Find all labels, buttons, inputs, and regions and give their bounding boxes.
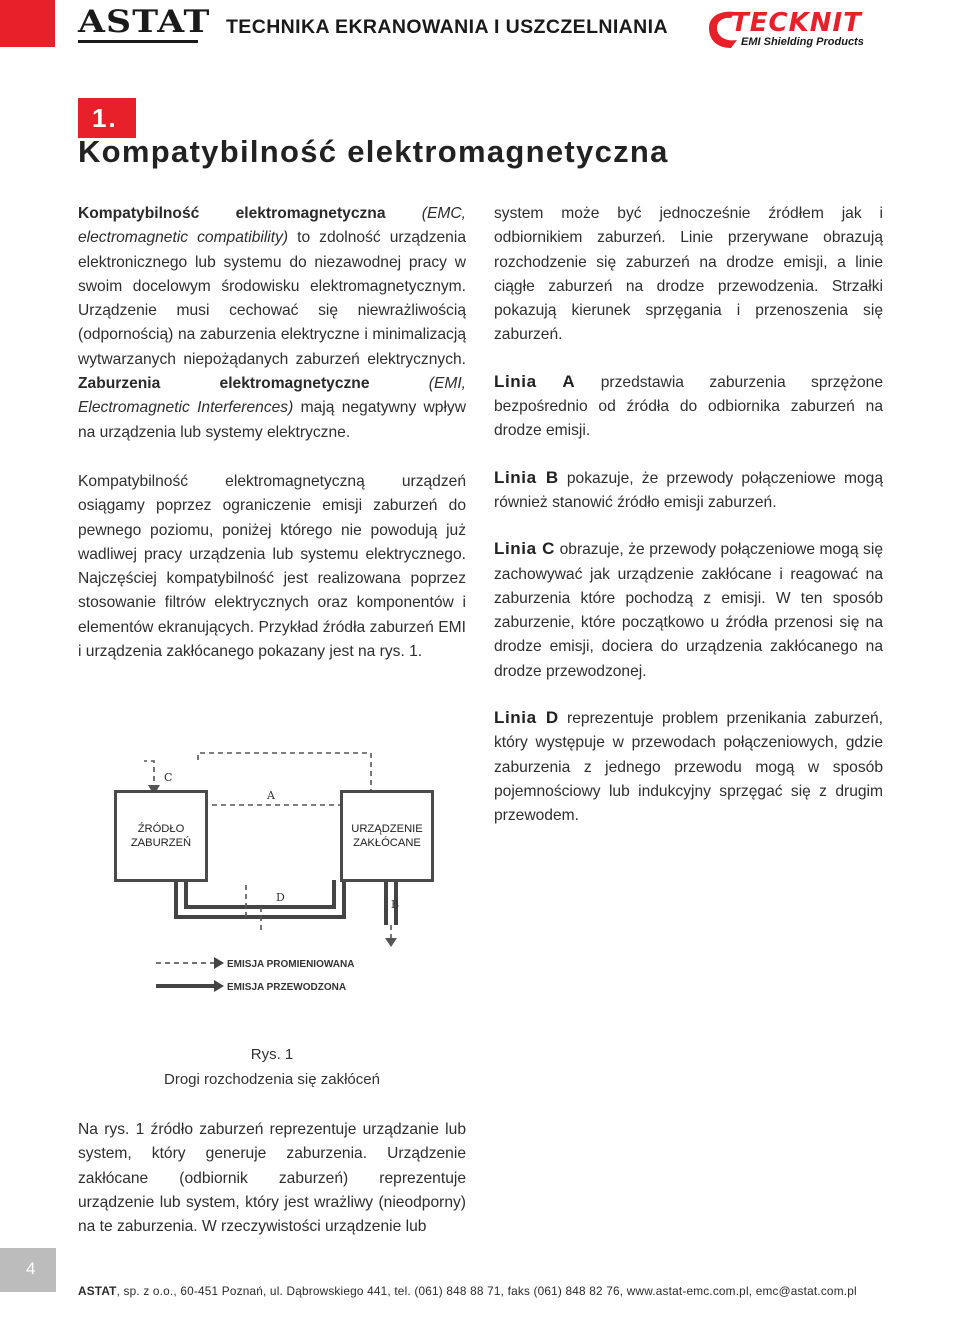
paragraph-emc-definition (78, 202, 466, 445)
tecknit-wordmark: TECKNIT (731, 8, 862, 38)
chapter-title: Kompatybilność elektromagnetyczna (78, 134, 669, 169)
label-c: C (164, 771, 173, 784)
footer-company: ASTAT (78, 1284, 117, 1298)
astat-logo: ASTAT (78, 4, 211, 40)
legend-conducted-label: EMISJA PRZEWODZONA (227, 982, 347, 993)
paragraph-line-b (494, 466, 883, 516)
header-title: TECHNIKA EKRANOWANIA I USZCZELNIANIA (226, 16, 668, 38)
chapter-number: 1. (92, 103, 118, 133)
arrow-b (385, 938, 397, 947)
figure-interference-paths (86, 735, 466, 1031)
paragraph-line-a (494, 370, 883, 444)
label-a: A (267, 789, 275, 802)
line-c-text: obrazuje, że przewody połączeniowe mogą się zachowywać jak urządzenie zakłócane i reagować na zaburzenia które pochodzą z emisji. W ten sposób zaburzenie, które początkowo u źródła przenosi się na drodze emisji, dociera do urządzenia zakłócanego na drodze przewodzonej. (494, 541, 883, 680)
header-corner-block (0, 0, 55, 47)
term-emc: Kompatybilność elektromagnetyczna (78, 205, 386, 222)
label-b: B (391, 898, 400, 911)
line-d-text: reprezentuje problem przenikania zaburzeń, który występuje w przewodach połączeniowych, gdzie zaburzenia z jednego przewodu mogą w sposób pojemnościowy lub indukcyjny sprzęgać się z drugim przewodem. (494, 710, 883, 825)
source-box (114, 790, 208, 882)
receiver-box-label: URZĄDZENIE ZAKŁÓCANE (351, 823, 423, 849)
line-c (144, 753, 371, 790)
column-left-bottom (78, 1118, 466, 1239)
paragraph-source-receiver: Na rys. 1 źródło zaburzeń reprezentuje urządzanie lub system, który generuje zaburzenia. Urządzenie zakłócane (odbiornik zaburzeń) reprezentuje urządzenie lub system, który jest wrażliwy (nieodporny) na te zaburzenia. W rzeczywistości urządzenie lub (78, 1121, 466, 1236)
line-a (204, 795, 354, 805)
paragraph-line-c (494, 537, 883, 684)
page-number: 4 (26, 1259, 36, 1278)
term-emi-english: (EMI, Electromagnetic Interferences) (78, 375, 466, 417)
emc-definition-text: to zdolność urządzenia elektronicznego lub systemu do niezawodnej pracy w swoim docelowym środowisku elektromagnetycznym. Urządzenie musi cechować się niewrażliwością (odpornością) na zaburzenia elektryczne i minimalizacją wytwarzanych niepożądanych zaburzeń elektrycznych. (78, 229, 466, 368)
legend-conducted (156, 980, 346, 993)
tecknit-logo (705, 6, 885, 50)
line-c-label: Linia C (494, 539, 556, 559)
column-left (78, 202, 466, 664)
source-box-label: ŹRÓDŁO ZABURZEŃ (130, 823, 192, 849)
term-emc-english: (EMC, electromagnetic compatibility) (78, 205, 466, 247)
line-b-text: pokazuje, że przewody połączeniowe mogą również stanowić źródło emisji zaburzeń. (494, 469, 883, 511)
footer-contact: , sp. z o.o., 60-451 Poznań, ul. Dąbrowskiego 441, tel. (061) 848 88 71, faks (061) 848 82 76, www.astat-emc.com.pl, emc@astat.com.pl (116, 1284, 857, 1298)
line-a-text: przedstawia zaburzenia sprzężone bezpośrednio od źródła do odbiornika zaburzeń na drodze emisji. (494, 373, 884, 440)
caption-number: Rys. 1 (250, 1046, 294, 1063)
footer-address (78, 1284, 857, 1298)
line-d-label: Linia D (494, 708, 559, 728)
connecting-wires (176, 880, 396, 925)
paragraph-line-d (494, 706, 883, 828)
tecknit-tagline: EMI Shielding Products (741, 36, 864, 48)
legend-radiated (156, 957, 354, 970)
line-a-label: Linia A (494, 371, 576, 391)
figure-caption (78, 1042, 466, 1092)
legend-radiated-label: EMISJA PROMIENIOWANA (227, 959, 355, 970)
line-b (246, 885, 391, 943)
label-d: D (276, 891, 285, 904)
emi-definition-text: mają negatywny wpływ na urządzenia lub systemy elektryczne. (78, 399, 466, 441)
receiver-box (340, 790, 434, 882)
astat-logo-underline (78, 40, 198, 43)
caption-text: Drogi rozchodzenia się zakłóceń (164, 1071, 380, 1088)
paragraph-lines-intro: system może być jednocześnie źródłem jak i odbiornikiem zaburzeń. Linie przerywane obrazują rozchodzenie się zaburzeń na drodze emisji, a linie ciągłe zaburzeń na drodze przewodzenia. Strzałki pokazują kierunek sprzęgania i przenoszenia się zaburzeń. (494, 205, 883, 344)
interference-diagram (86, 735, 466, 1031)
term-emi: Zaburzenia elektromagnetyczne (78, 375, 370, 393)
paragraph-emc-achieve: Kompatybilność elektromagnetyczną urządzeń osiągamy poprzez ograniczenie emisji zaburzeń do pewnego poziomu, poniżej którego nie powodują już wadliwej pracy urządzenia lub systemu elektrycznego. Najczęściej kompatybilność jest realizowana poprzez stosowanie filtrów elektrycznych oraz komponentów i elementów ekranujących. Przykład źródła zaburzeń EMI i urządzenia zakłócanego pokazany jest na rys. 1. (78, 472, 466, 661)
line-b-label: Linia B (494, 467, 559, 487)
column-right (494, 202, 883, 829)
